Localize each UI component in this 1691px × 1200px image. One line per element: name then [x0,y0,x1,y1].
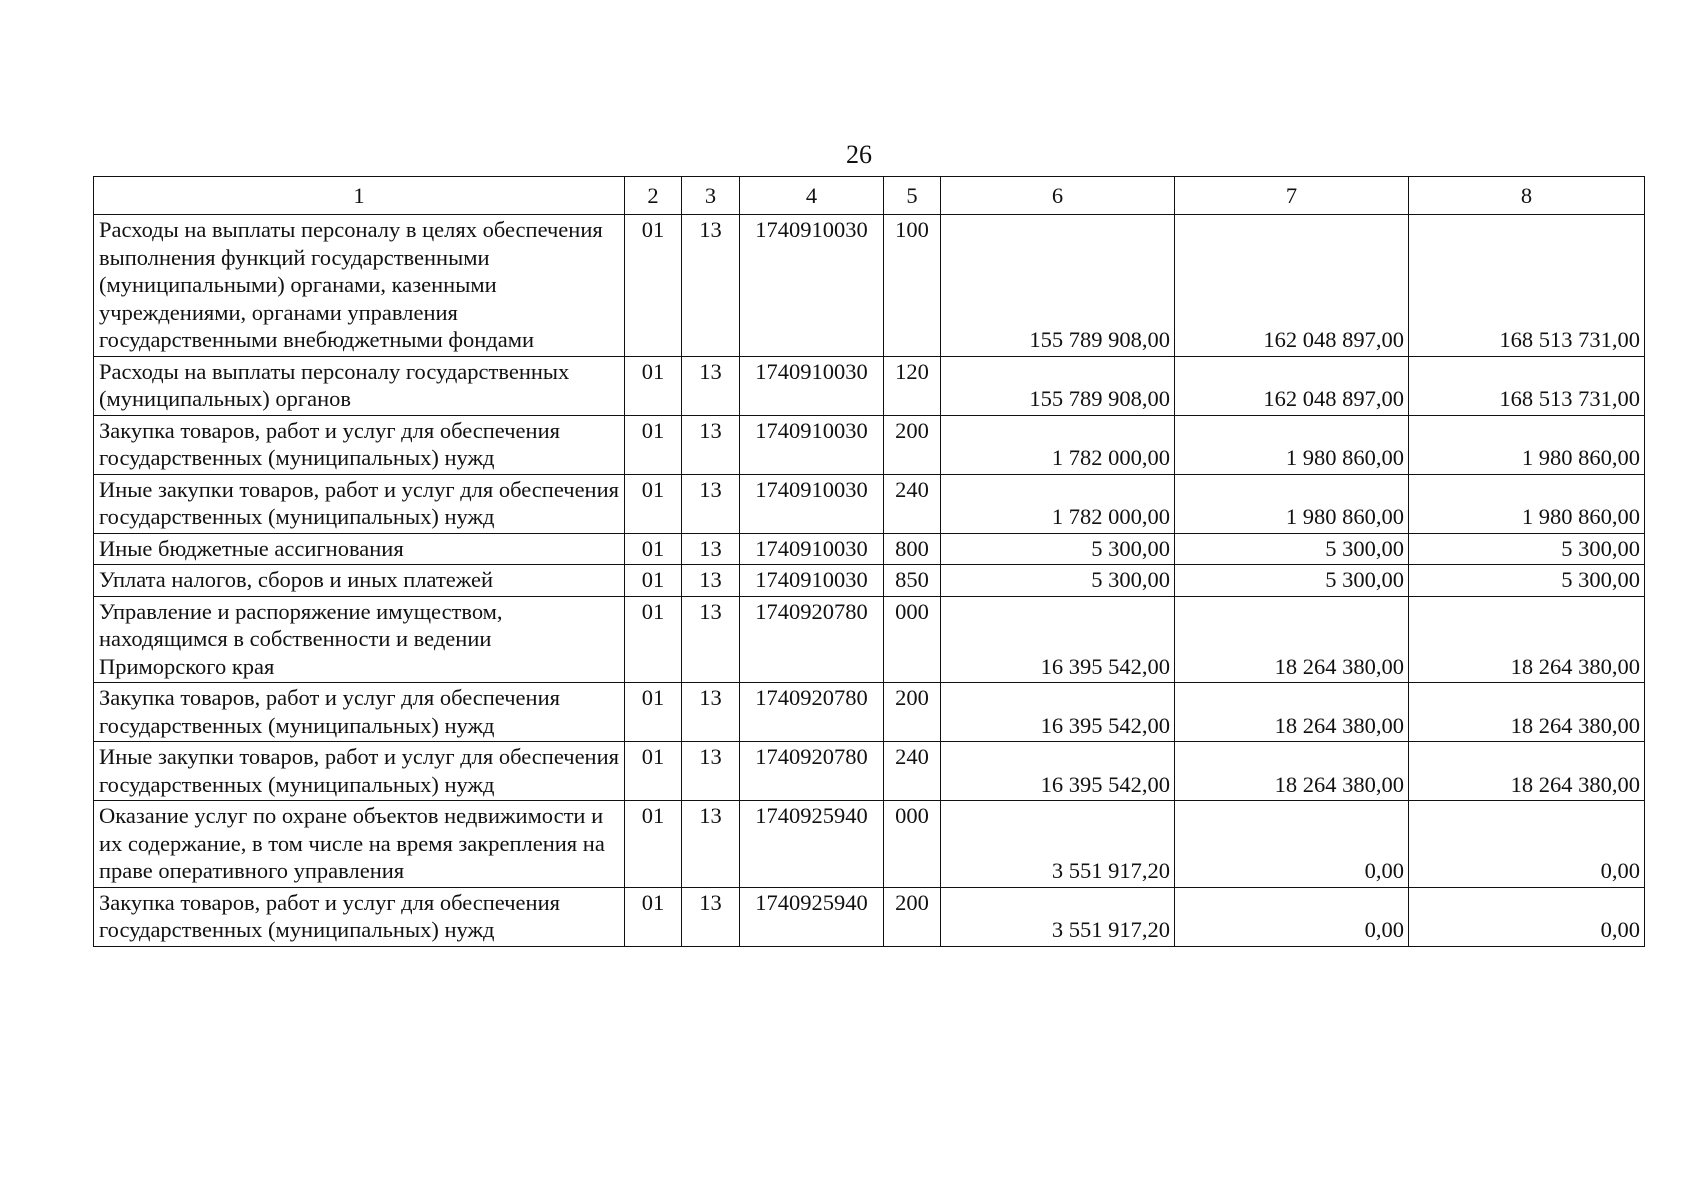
amount-cell: 18 264 380,00 [1175,742,1409,801]
section-code-cell: 01 [625,215,682,357]
subsection-code-cell: 13 [682,596,740,683]
amount-cell: 5 300,00 [1409,533,1645,565]
amount-cell: 3 551 917,20 [941,801,1175,888]
amount-cell: 18 264 380,00 [1175,683,1409,742]
amount-cell: 162 048 897,00 [1175,356,1409,415]
subsection-code-cell: 13 [682,533,740,565]
item-name-cell: Иные закупки товаров, работ и услуг для обеспечения государственных (муниципальных) нужд [94,742,625,801]
item-name-cell: Расходы на выплаты персоналу в целях обеспечения выполнения функций государственными (муниципальными) органами, казенными учреждениями, органами управления государственными внебюджетными фондами [94,215,625,357]
target-article-cell: 1740920780 [740,596,884,683]
amount-cell: 0,00 [1175,887,1409,946]
target-article-cell: 1740920780 [740,683,884,742]
subsection-code-cell: 13 [682,215,740,357]
amount-cell: 1 782 000,00 [941,415,1175,474]
table-row [94,565,1645,597]
item-name-cell: Уплата налогов, сборов и иных платежей [94,565,625,597]
amount-cell: 0,00 [1409,887,1645,946]
column-header: 3 [682,177,740,215]
table-row [94,683,1645,742]
section-code-cell: 01 [625,887,682,946]
item-name-cell: Оказание услуг по охране объектов недвижимости и их содержание, в том числе на время закрепления на праве оперативного управления [94,801,625,888]
subsection-code-cell: 13 [682,356,740,415]
item-name-cell: Закупка товаров, работ и услуг для обеспечения государственных (муниципальных) нужд [94,887,625,946]
amount-cell: 5 300,00 [941,533,1175,565]
subsection-code-cell: 13 [682,474,740,533]
amount-cell: 18 264 380,00 [1175,596,1409,683]
table-row [94,887,1645,946]
subsection-code-cell: 13 [682,742,740,801]
column-header: 5 [884,177,941,215]
subsection-code-cell: 13 [682,683,740,742]
expense-type-cell: 240 [884,742,941,801]
target-article-cell: 1740910030 [740,565,884,597]
expense-type-cell: 000 [884,596,941,683]
section-code-cell: 01 [625,742,682,801]
column-header: 8 [1409,177,1645,215]
target-article-cell: 1740910030 [740,215,884,357]
column-header: 7 [1175,177,1409,215]
section-code-cell: 01 [625,683,682,742]
amount-cell: 5 300,00 [1175,565,1409,597]
target-article-cell: 1740910030 [740,415,884,474]
column-header: 1 [94,177,625,215]
section-code-cell: 01 [625,596,682,683]
expense-type-cell: 120 [884,356,941,415]
table-header-row [94,177,1645,215]
amount-cell: 0,00 [1175,801,1409,888]
expense-type-cell: 100 [884,215,941,357]
item-name-cell: Управление и распоряжение имуществом, находящимся в собственности и ведении Приморского края [94,596,625,683]
amount-cell: 1 980 860,00 [1175,415,1409,474]
expense-type-cell: 850 [884,565,941,597]
subsection-code-cell: 13 [682,887,740,946]
amount-cell: 0,00 [1409,801,1645,888]
column-header: 6 [941,177,1175,215]
amount-cell: 16 395 542,00 [941,742,1175,801]
table-row [94,215,1645,357]
item-name-cell: Иные закупки товаров, работ и услуг для обеспечения государственных (муниципальных) нужд [94,474,625,533]
amount-cell: 1 980 860,00 [1175,474,1409,533]
table-row [94,356,1645,415]
table-row [94,596,1645,683]
target-article-cell: 1740925940 [740,887,884,946]
target-article-cell: 1740910030 [740,533,884,565]
subsection-code-cell: 13 [682,565,740,597]
subsection-code-cell: 13 [682,801,740,888]
section-code-cell: 01 [625,356,682,415]
amount-cell: 3 551 917,20 [941,887,1175,946]
table-row [94,742,1645,801]
table-row [94,533,1645,565]
section-code-cell: 01 [625,415,682,474]
expense-type-cell: 000 [884,801,941,888]
amount-cell: 168 513 731,00 [1409,356,1645,415]
amount-cell: 1 782 000,00 [941,474,1175,533]
subsection-code-cell: 13 [682,415,740,474]
item-name-cell: Расходы на выплаты персоналу государственных (муниципальных) органов [94,356,625,415]
column-header: 2 [625,177,682,215]
target-article-cell: 1740910030 [740,356,884,415]
section-code-cell: 01 [625,565,682,597]
target-article-cell: 1740920780 [740,742,884,801]
amount-cell: 18 264 380,00 [1409,742,1645,801]
target-article-cell: 1740925940 [740,801,884,888]
amount-cell: 16 395 542,00 [941,596,1175,683]
amount-cell: 155 789 908,00 [941,215,1175,357]
section-code-cell: 01 [625,801,682,888]
page-number: 26 [846,140,872,169]
amount-cell: 16 395 542,00 [941,683,1175,742]
amount-cell: 18 264 380,00 [1409,683,1645,742]
amount-cell: 5 300,00 [1175,533,1409,565]
item-name-cell: Закупка товаров, работ и услуг для обеспечения государственных (муниципальных) нужд [94,415,625,474]
expense-type-cell: 800 [884,533,941,565]
table-row [94,415,1645,474]
amount-cell: 5 300,00 [1409,565,1645,597]
expense-type-cell: 200 [884,415,941,474]
expense-type-cell: 240 [884,474,941,533]
amount-cell: 1 980 860,00 [1409,474,1645,533]
expense-type-cell: 200 [884,683,941,742]
column-header: 4 [740,177,884,215]
amount-cell: 155 789 908,00 [941,356,1175,415]
item-name-cell: Закупка товаров, работ и услуг для обеспечения государственных (муниципальных) нужд [94,683,625,742]
amount-cell: 168 513 731,00 [1409,215,1645,357]
amount-cell: 162 048 897,00 [1175,215,1409,357]
table-row [94,801,1645,888]
table-row [94,474,1645,533]
section-code-cell: 01 [625,533,682,565]
amount-cell: 1 980 860,00 [1409,415,1645,474]
item-name-cell: Иные бюджетные ассигнования [94,533,625,565]
amount-cell: 18 264 380,00 [1409,596,1645,683]
budget-table [93,176,1645,947]
target-article-cell: 1740910030 [740,474,884,533]
expense-type-cell: 200 [884,887,941,946]
section-code-cell: 01 [625,474,682,533]
amount-cell: 5 300,00 [941,565,1175,597]
